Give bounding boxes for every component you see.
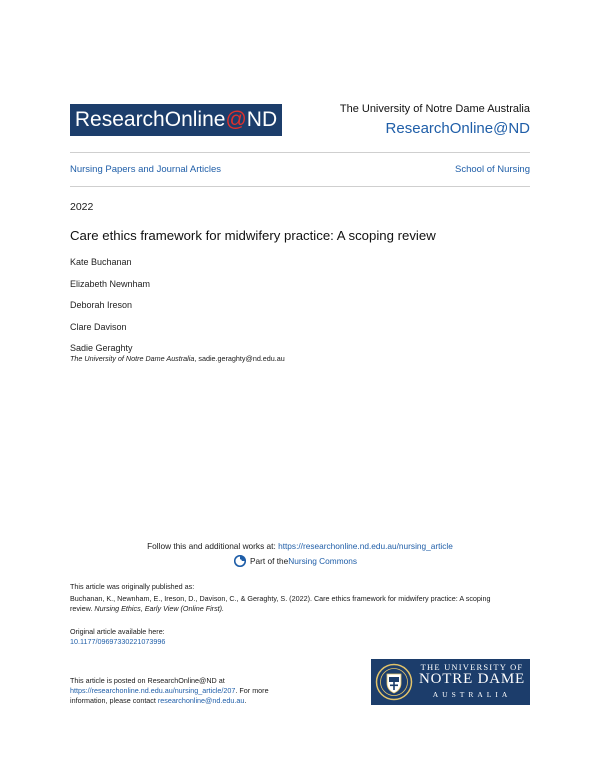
affiliation-institution: The University of Notre Dame Australia — [70, 354, 195, 363]
university-name: The University of Notre Dame Australia — [339, 103, 530, 115]
affiliation-email: , sadie.geraghty@nd.edu.au — [194, 354, 285, 363]
contact-email-link[interactable]: researchonline@nd.edu.au — [157, 696, 245, 705]
affiliation — [70, 354, 285, 364]
crest-icon — [375, 663, 413, 701]
school-link[interactable]: School of Nursing — [455, 164, 530, 175]
part-of-line — [234, 555, 357, 567]
seal-line-2: NOTRE DAME — [419, 671, 525, 687]
repository-link[interactable]: ResearchOnline@ND — [385, 120, 530, 137]
author-name: Clare Davison — [70, 322, 127, 332]
footer-line-2-tail: . For more — [235, 686, 269, 695]
follow-url-link[interactable]: https://researchonline.nd.edu.au/nursing_article — [278, 541, 453, 551]
paper-title: Care ethics framework for midwifery practice: A scoping review — [70, 228, 436, 243]
citation-line-1: Buchanan, K., Newnham, E., Ireson, D., Davison, C., & Geraghty, S. (2022). Care ethics framework for midwifery practice: A scoping — [70, 594, 491, 603]
footer-line-3-end: . — [244, 696, 247, 705]
citation-intro: This article was originally published as: — [70, 582, 195, 591]
collection-link[interactable]: Nursing Papers and Journal Articles — [70, 164, 222, 175]
author-name: Elizabeth Newnham — [70, 279, 151, 289]
divider-bottom — [70, 186, 530, 187]
author-name: Deborah Ireson — [70, 300, 133, 310]
university-seal-banner — [371, 659, 530, 705]
citation-journal: Nursing Ethics, Early View (Online First). — [94, 604, 225, 613]
follow-text: Follow this and additional works at: — [147, 541, 279, 551]
divider-top — [70, 152, 530, 153]
footer-line-2 — [70, 686, 269, 696]
follow-line — [0, 541, 600, 551]
footer-contact-text: information, please contact — [70, 696, 158, 705]
author-name: Sadie Geraghty — [70, 343, 133, 353]
part-of-text: Part of the — [250, 556, 289, 566]
researchonline-logo[interactable] — [70, 104, 282, 136]
logo-main-text: ResearchOnline — [74, 108, 226, 131]
original-label: Original article available here: — [70, 627, 165, 636]
seal-line-1: THE UNIVERSITY OF — [420, 662, 524, 672]
seal-line-3: AUSTRALIA — [432, 690, 512, 699]
logo-at-symbol: @ — [225, 108, 247, 131]
doi-link[interactable]: 10.1177/09697330221073996 — [70, 637, 166, 646]
logo-tail-text: ND — [246, 108, 278, 131]
citation-review-text: review. — [70, 604, 95, 613]
nursing-commons-link[interactable]: Nursing Commons — [288, 556, 357, 566]
article-url-link[interactable]: https://researchonline.nd.edu.au/nursing_article/207 — [70, 686, 236, 695]
commons-network-icon — [234, 555, 246, 567]
citation-line-2 — [70, 604, 224, 614]
publication-year: 2022 — [70, 201, 94, 213]
author-name: Kate Buchanan — [70, 257, 132, 267]
footer-line-1: This article is posted on ResearchOnline@ND at — [70, 676, 225, 685]
footer-line-3 — [70, 696, 246, 706]
